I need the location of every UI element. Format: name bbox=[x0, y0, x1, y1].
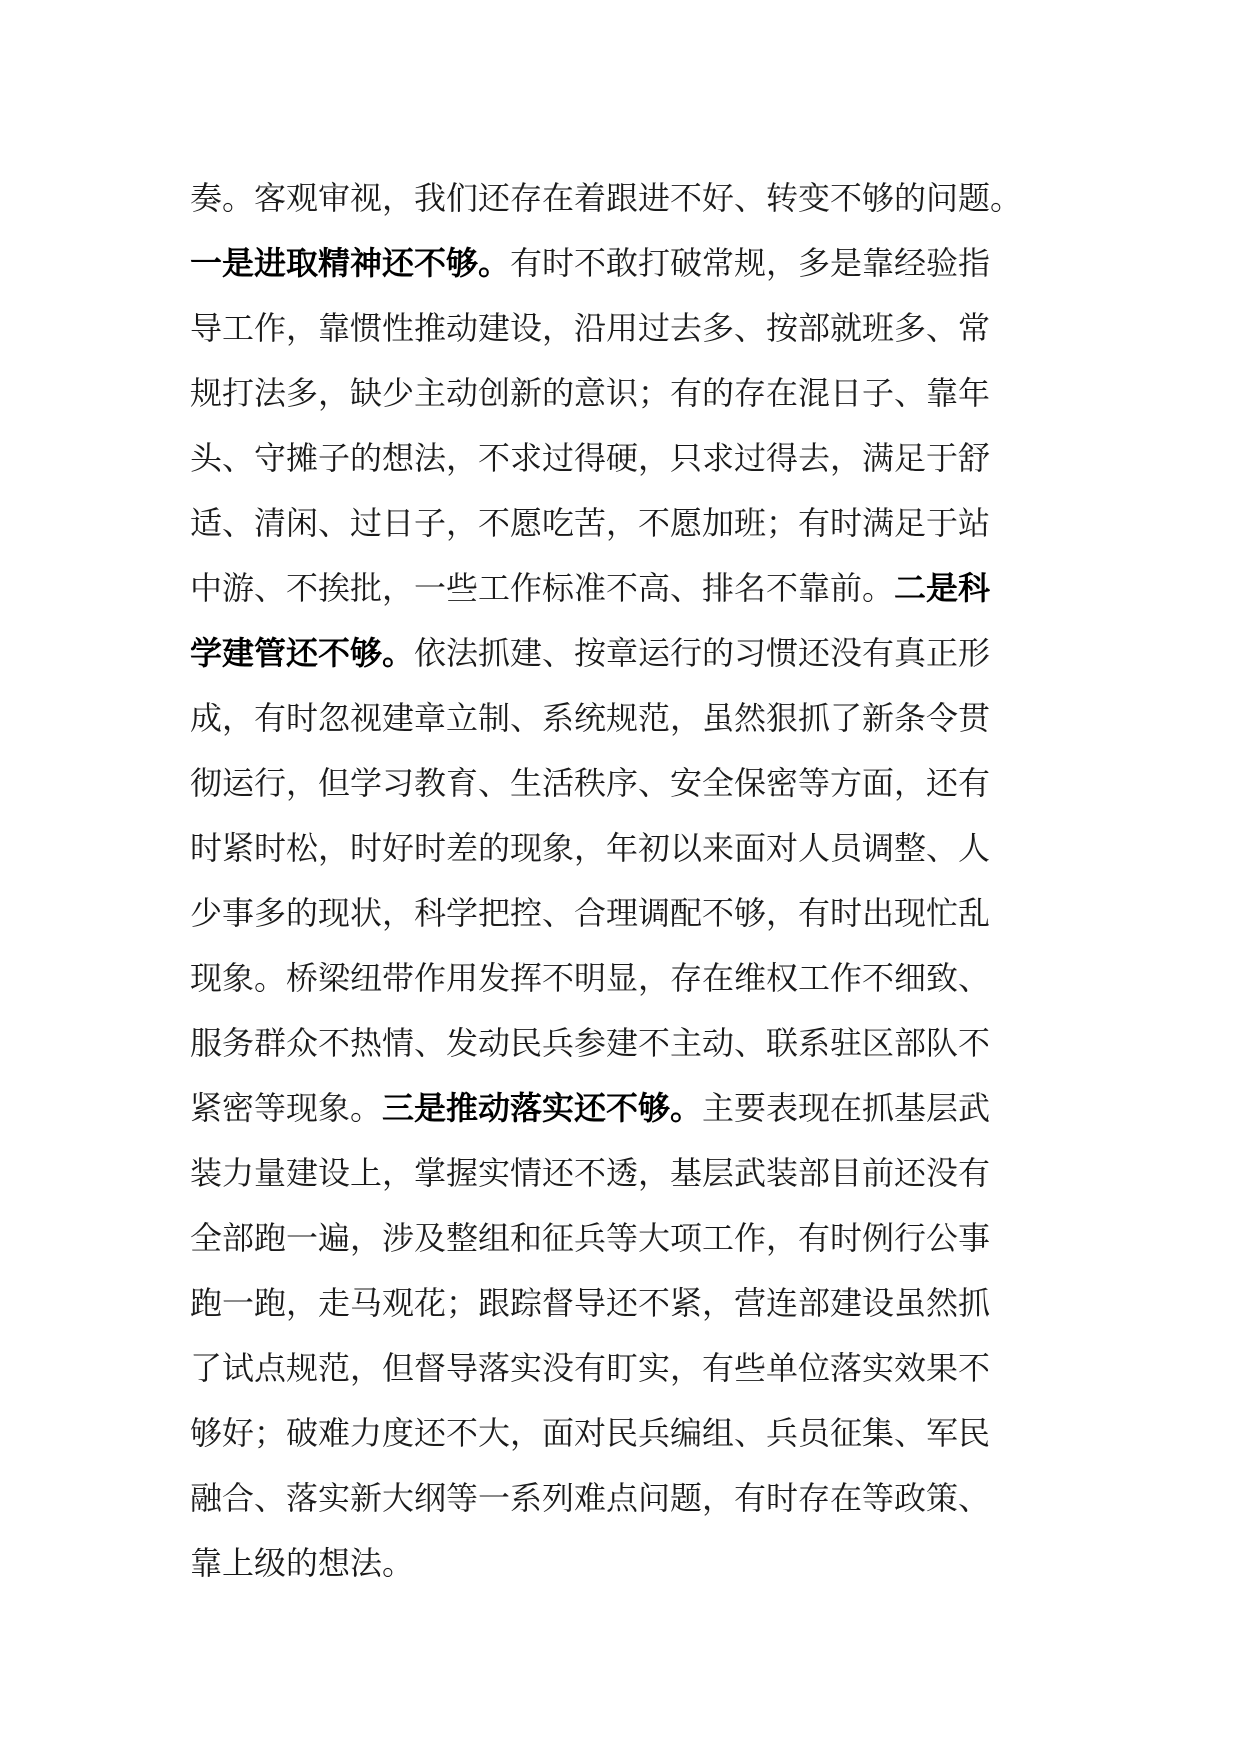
body-text: 现象。桥梁纽带作用发挥不明显，存在维权工作不细致、 bbox=[190, 959, 991, 997]
text-line bbox=[190, 686, 1070, 751]
text-line bbox=[190, 881, 1070, 946]
body-text: 跑一跑，走马观花；跟踪督导还不紧，营连部建设虽然抓 bbox=[190, 1284, 991, 1322]
body-text: 融合、落实新大纲等一系列难点问题，有时存在等政策、 bbox=[190, 1479, 991, 1517]
text-line bbox=[190, 166, 1070, 231]
body-text: 紧密等现象。 bbox=[190, 1089, 383, 1127]
body-text: 够好；破难力度还不大，面对民兵编组、兵员征集、军民 bbox=[190, 1414, 991, 1452]
body-text: 时紧时松，时好时差的现象，年初以来面对人员调整、人 bbox=[190, 829, 991, 867]
text-line bbox=[190, 946, 1070, 1011]
body-text: 导工作，靠惯性推动建设，沿用过去多、按部就班多、常 bbox=[190, 309, 991, 347]
text-line bbox=[190, 1076, 1070, 1141]
document-body bbox=[190, 166, 1070, 1596]
body-text: 规打法多，缺少主动创新的意识；有的存在混日子、靠年 bbox=[190, 374, 991, 412]
text-line bbox=[190, 1271, 1070, 1336]
body-text: 头、守摊子的想法，不求过得硬，只求过得去，满足于舒 bbox=[190, 439, 991, 477]
body-text: 靠上级的想法。 bbox=[190, 1544, 415, 1582]
body-text: 主要表现在抓基层武 bbox=[702, 1089, 991, 1127]
bold-heading-text: 学建管还不够。 bbox=[190, 634, 415, 672]
text-line bbox=[190, 1401, 1070, 1466]
body-text: 少事多的现状，科学把控、合理调配不够，有时出现忙乱 bbox=[190, 894, 991, 932]
text-line bbox=[190, 1531, 1070, 1596]
text-line bbox=[190, 1141, 1070, 1206]
text-line bbox=[190, 556, 1070, 621]
text-line bbox=[190, 1011, 1070, 1076]
body-text: 了试点规范，但督导落实没有盯实，有些单位落实效果不 bbox=[190, 1349, 991, 1387]
body-text: 全部跑一遍，涉及整组和征兵等大项工作，有时例行公事 bbox=[190, 1219, 991, 1257]
bold-heading-text: 一是进取精神还不够。 bbox=[190, 244, 511, 282]
body-text: 依法抓建、按章运行的习惯还没有真正形 bbox=[414, 634, 991, 672]
body-text: 成，有时忽视建章立制、系统规范，虽然狠抓了新条令贯 bbox=[190, 699, 991, 737]
text-line bbox=[190, 491, 1070, 556]
text-line bbox=[190, 816, 1070, 881]
text-line bbox=[190, 621, 1070, 686]
body-text: 奏。客观审视，我们还存在着跟进不好、转变不够的问题。 bbox=[190, 179, 1023, 217]
body-text: 装力量建设上，掌握实情还不透，基层武装部目前还没有 bbox=[190, 1154, 991, 1192]
text-line bbox=[190, 1466, 1070, 1531]
body-text: 适、清闲、过日子，不愿吃苦，不愿加班；有时满足于站 bbox=[190, 504, 991, 542]
body-text: 中游、不挨批，一些工作标准不高、排名不靠前。 bbox=[190, 569, 895, 607]
text-line bbox=[190, 751, 1070, 816]
bold-heading-text: 二是科 bbox=[894, 569, 991, 607]
text-line bbox=[190, 231, 1070, 296]
body-text: 服务群众不热情、发动民兵参建不主动、联系驻区部队不 bbox=[190, 1024, 991, 1062]
text-line bbox=[190, 296, 1070, 361]
text-line bbox=[190, 426, 1070, 491]
text-line bbox=[190, 1206, 1070, 1271]
bold-heading-text: 三是推动落实还不够。 bbox=[382, 1089, 703, 1127]
text-line bbox=[190, 361, 1070, 426]
text-line bbox=[190, 1336, 1070, 1401]
body-text: 彻运行，但学习教育、生活秩序、安全保密等方面，还有 bbox=[190, 764, 991, 802]
body-text: 有时不敢打破常规，多是靠经验指 bbox=[510, 244, 991, 282]
